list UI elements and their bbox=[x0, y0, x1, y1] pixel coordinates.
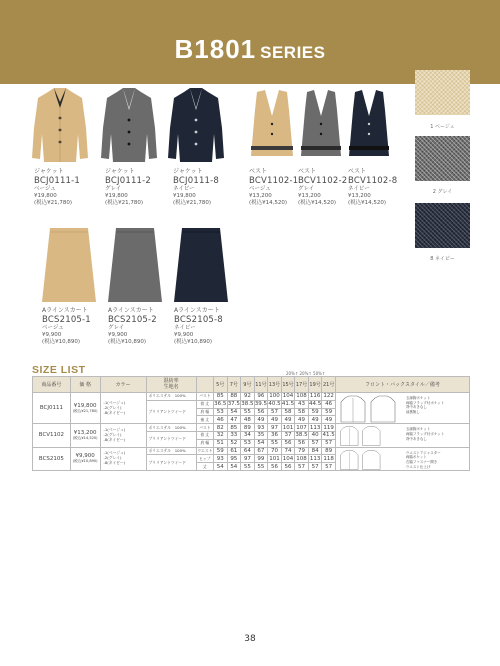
product-kind: Aラインスカート bbox=[174, 307, 220, 314]
size-value: 93 bbox=[254, 424, 268, 432]
front-back-cell bbox=[335, 393, 469, 424]
jacket-gray-photo bbox=[98, 88, 160, 166]
color-option: -1(ベージュ) bbox=[103, 427, 126, 432]
notes bbox=[406, 451, 441, 470]
size-value: 57 bbox=[295, 463, 309, 471]
measure-label: ヒップ bbox=[196, 455, 213, 463]
notes bbox=[406, 427, 444, 441]
product-label bbox=[174, 307, 223, 346]
size-value: 119 bbox=[323, 424, 334, 431]
product-color: ベージュ bbox=[42, 325, 64, 332]
product-price-tax: (税込¥21,780) bbox=[34, 199, 73, 206]
size-value: 54 bbox=[227, 463, 241, 471]
material-cell: ポリエステル 100% bbox=[146, 393, 196, 401]
size-value: 113 bbox=[309, 424, 321, 431]
product-price: ¥9,900 bbox=[174, 332, 194, 338]
header-material: 混紡率 生地名 bbox=[146, 377, 196, 393]
swatch-label: 1 ベージュ bbox=[430, 124, 455, 130]
material-cell: ブリリアントツイード bbox=[146, 400, 196, 423]
size-value: 56 bbox=[254, 408, 268, 416]
size-value: 40 bbox=[308, 431, 322, 439]
product-code: BCJ0111-8 bbox=[173, 175, 220, 186]
note-line: 両脇フラップ付ポケット bbox=[405, 400, 445, 405]
skirt-beige-photo bbox=[40, 228, 98, 304]
size-value: 57 bbox=[322, 439, 336, 447]
size-value: 56 bbox=[281, 463, 295, 471]
product-code: BCS2105-1 bbox=[42, 314, 91, 325]
size-value: 58 bbox=[281, 408, 295, 416]
measure-label: バスト bbox=[196, 393, 213, 401]
product-color: ネイビー bbox=[174, 325, 196, 332]
note-line: 右脇ファスナー開き bbox=[405, 460, 438, 465]
size-value: 49 bbox=[281, 416, 295, 424]
size-value: 61 bbox=[227, 447, 241, 455]
series-name: B1801 bbox=[174, 34, 257, 64]
color-option: -2(グレイ) bbox=[103, 431, 122, 437]
color-option: -8(ネイビー) bbox=[103, 460, 126, 466]
size-value: 58 bbox=[295, 408, 309, 416]
size-value: 104 bbox=[282, 393, 294, 400]
size-value: 41.5 bbox=[281, 401, 295, 408]
header-code: 商品番号 bbox=[33, 377, 71, 393]
product-price-tax: (税込¥14,520) bbox=[348, 199, 387, 206]
product-price-tax: (税込¥21,780) bbox=[105, 199, 144, 206]
color-option: -1(ベージュ) bbox=[103, 399, 126, 405]
header-color: カラー bbox=[100, 377, 146, 393]
product-color: グレイ bbox=[105, 186, 122, 193]
size-value: 35 bbox=[254, 431, 268, 439]
price: ¥19,800 bbox=[73, 402, 97, 409]
size-value: 53 bbox=[214, 408, 228, 416]
note-line: 玉縁胸ポケット bbox=[405, 427, 431, 432]
product-kind: ベスト bbox=[298, 168, 317, 175]
product-price: ¥19,800 bbox=[34, 193, 57, 199]
color-option: -8(ネイビー) bbox=[103, 409, 126, 415]
size-value: 92 bbox=[241, 393, 255, 401]
product-label bbox=[348, 168, 397, 207]
size-value: 56 bbox=[295, 439, 309, 447]
product-code: BCJ0111-2 bbox=[105, 175, 152, 186]
size-value: 55 bbox=[241, 463, 255, 471]
note-line: ウエスト仕上げ bbox=[405, 464, 431, 469]
size-value: 32 bbox=[214, 431, 228, 439]
product-label bbox=[42, 307, 91, 346]
product-price: ¥13,200 bbox=[298, 193, 321, 199]
size-value: 79 bbox=[295, 447, 309, 455]
size-value: 64 bbox=[241, 447, 255, 455]
product-code: BCV1102-2 bbox=[298, 175, 348, 186]
size-table bbox=[32, 376, 470, 471]
table-header-row bbox=[33, 377, 470, 393]
size-value: 97 bbox=[241, 455, 255, 463]
swatch-navy bbox=[415, 203, 470, 248]
header-price: 価 格 bbox=[70, 377, 100, 393]
vest-navy-photo bbox=[347, 90, 391, 162]
product-color: ベージュ bbox=[34, 186, 56, 193]
size-value: 38.5 bbox=[241, 401, 254, 408]
jacket-beige-photo bbox=[30, 88, 90, 166]
notes bbox=[406, 396, 444, 415]
size-value: 88 bbox=[227, 393, 241, 401]
vest-gray-photo bbox=[299, 90, 343, 162]
product-color: ネイビー bbox=[348, 186, 370, 193]
swatch-label: 2 グレイ bbox=[432, 189, 453, 195]
header-size: 5号 bbox=[214, 377, 228, 393]
size-value: 37 bbox=[281, 431, 295, 439]
note-line: ウエストアジャスター bbox=[405, 450, 441, 455]
size-value: 46 bbox=[322, 400, 336, 408]
measure-label: ウエスト bbox=[197, 447, 213, 453]
size-value: 57 bbox=[322, 463, 336, 471]
product-label bbox=[249, 168, 298, 207]
size-value: 85 bbox=[227, 424, 241, 432]
material-cell: ポリエステル 100% bbox=[146, 447, 196, 455]
size-value: 57 bbox=[308, 439, 322, 447]
size-value: 59 bbox=[322, 408, 336, 416]
price-tax: (税込¥14,520) bbox=[72, 435, 98, 440]
size-value: 108 bbox=[296, 393, 307, 400]
size-value: 49 bbox=[308, 416, 322, 424]
size-value: 84 bbox=[308, 447, 322, 455]
header-front-back: フロント・バックスタイル／備考 bbox=[335, 377, 469, 393]
product-label bbox=[108, 307, 157, 346]
page-title bbox=[0, 34, 500, 65]
size-value: 55 bbox=[241, 408, 255, 416]
jacket-navy-photo bbox=[165, 88, 227, 166]
product-price-tax: (税込¥14,520) bbox=[249, 199, 288, 206]
size-value: 36 bbox=[268, 431, 282, 439]
size-value: 43 bbox=[295, 400, 309, 408]
note-line: 玉縁胸ポケット bbox=[405, 396, 431, 400]
garment-sketch-icon bbox=[339, 394, 401, 424]
header-size: 15号 bbox=[281, 377, 295, 393]
size-value: 99 bbox=[254, 455, 268, 463]
size-value: 44.5 bbox=[308, 401, 322, 408]
product-code: BCV1102-8 bbox=[348, 175, 398, 186]
product-price-tax: (税込¥14,520) bbox=[298, 199, 337, 206]
note-line: 袖裏無し bbox=[405, 410, 420, 415]
size-value: 38.5 bbox=[295, 432, 308, 439]
size-value: 33 bbox=[227, 431, 241, 439]
price: ¥9,900 bbox=[75, 453, 95, 460]
note-line: 両脇フラップ付ポケット bbox=[405, 431, 445, 436]
measure-label: 着 丈 bbox=[196, 400, 213, 408]
color-option: -2(グレイ) bbox=[103, 404, 122, 410]
product-kind: ジャケット bbox=[105, 168, 135, 175]
product-price: ¥9,900 bbox=[42, 332, 62, 338]
note-line: 背中あきなし bbox=[405, 436, 427, 441]
price-tax: (税込¥21,780) bbox=[72, 408, 98, 413]
header-measure bbox=[196, 377, 213, 393]
size-value: 101 bbox=[269, 455, 280, 462]
size-value: 55 bbox=[254, 463, 268, 471]
measure-label: 肩 幅 bbox=[196, 439, 213, 447]
product-price: ¥19,800 bbox=[105, 193, 128, 199]
product-color: ネイビー bbox=[173, 186, 195, 193]
product-kind: ベスト bbox=[348, 168, 367, 175]
size-value: 53 bbox=[241, 439, 255, 447]
measure-label: 丈 bbox=[196, 463, 213, 471]
front-back-cell bbox=[335, 447, 469, 470]
size-value: 56 bbox=[281, 439, 295, 447]
color-cell bbox=[100, 393, 146, 424]
size-value: 36.5 bbox=[214, 401, 227, 408]
product-color: グレイ bbox=[298, 186, 315, 193]
header-size: 17号 bbox=[295, 377, 309, 393]
product-code: BCS2105-8 bbox=[174, 314, 223, 325]
product-price-tax: (税込¥21,780) bbox=[173, 199, 212, 206]
size-value: 89 bbox=[322, 447, 336, 455]
material-cell: ブリリアントツイード bbox=[146, 455, 196, 471]
product-price-tax: (税込¥10,890) bbox=[174, 338, 213, 345]
product-price: ¥9,900 bbox=[108, 332, 128, 338]
series-suffix: SERIES bbox=[260, 43, 326, 62]
product-code: BCS2105-2 bbox=[108, 314, 157, 325]
skirt-navy-photo bbox=[172, 228, 230, 304]
size-value: 107 bbox=[296, 424, 307, 431]
skirt-gray-photo bbox=[106, 228, 164, 304]
price: ¥13,200 bbox=[73, 429, 97, 436]
page-number: 38 bbox=[244, 634, 256, 644]
product-label bbox=[173, 168, 219, 207]
size-value: 39.5 bbox=[254, 401, 268, 408]
product-price-tax: (税込¥10,890) bbox=[108, 338, 147, 345]
price-tax: (税込¥10,890) bbox=[72, 459, 98, 464]
measure-label: 袖 丈 bbox=[196, 416, 213, 424]
size-value: 122 bbox=[323, 393, 334, 400]
color-cell bbox=[100, 424, 146, 447]
size-value: 96 bbox=[254, 393, 268, 401]
swatch-beige bbox=[415, 70, 470, 115]
size-value: 49 bbox=[322, 416, 336, 424]
size-value: 49 bbox=[268, 416, 282, 424]
size-value: 89 bbox=[241, 424, 255, 432]
size-value: 70 bbox=[268, 447, 282, 455]
header-size: 7号 bbox=[227, 377, 241, 393]
size-value: 54 bbox=[214, 463, 228, 471]
product-price-tax: (税込¥10,890) bbox=[42, 338, 81, 345]
size-value: 57 bbox=[308, 463, 322, 471]
size-value: 82 bbox=[214, 424, 228, 432]
garment-sketch-icon bbox=[339, 449, 401, 471]
size-value: 104 bbox=[282, 455, 294, 462]
material-cell: ブリリアントツイード bbox=[146, 431, 196, 447]
measure-label: バスト bbox=[196, 424, 213, 432]
size-value: 100 bbox=[269, 393, 280, 400]
table-row bbox=[33, 447, 470, 455]
size-value: 34 bbox=[241, 431, 255, 439]
product-kind: Aラインスカート bbox=[42, 307, 88, 314]
price-cell bbox=[70, 424, 100, 447]
measure-label: 肩 幅 bbox=[196, 408, 213, 416]
size-value: 113 bbox=[309, 455, 321, 462]
size-value: 59 bbox=[214, 447, 228, 455]
size-value: 48 bbox=[241, 416, 255, 424]
price-cell bbox=[70, 393, 100, 424]
header-size: 13号 bbox=[268, 377, 282, 393]
material-cell: ポリエステル 100% bbox=[146, 424, 196, 432]
size-value: 49 bbox=[254, 416, 268, 424]
size-list-note: 20%↑ 20%↑ 50%↑ bbox=[286, 371, 326, 376]
product-color: グレイ bbox=[108, 325, 125, 332]
product-label bbox=[34, 168, 80, 207]
size-value: 95 bbox=[227, 455, 241, 463]
size-value: 118 bbox=[323, 455, 334, 462]
color-option: -1(ベージュ) bbox=[103, 450, 126, 456]
size-value: 55 bbox=[268, 439, 282, 447]
product-code: BCV1102-1 bbox=[249, 175, 299, 186]
size-value: 67 bbox=[254, 447, 268, 455]
note-line: 両脇ポケット bbox=[405, 455, 427, 460]
product-code: BCJ0111-1 bbox=[34, 175, 81, 186]
price-cell bbox=[70, 447, 100, 470]
product-color: ベージュ bbox=[249, 186, 271, 193]
size-value: 56 bbox=[268, 463, 282, 471]
size-value: 116 bbox=[309, 393, 321, 400]
size-value: 97 bbox=[268, 424, 282, 432]
product-kind: ジャケット bbox=[173, 168, 203, 175]
size-list-title: SIZE LIST bbox=[32, 364, 86, 376]
size-value: 47 bbox=[227, 416, 241, 424]
size-value: 101 bbox=[282, 424, 294, 431]
size-value: 93 bbox=[214, 455, 228, 463]
header-size: 9号 bbox=[241, 377, 255, 393]
product-price: ¥19,800 bbox=[173, 193, 196, 199]
product-code-cell: BCJ0111 bbox=[33, 393, 71, 424]
header-size: 11号 bbox=[254, 377, 268, 393]
size-value: 37.5 bbox=[227, 401, 240, 408]
product-kind: ジャケット bbox=[34, 168, 64, 175]
swatch-label: 8 ネイビー bbox=[430, 256, 455, 262]
color-cell bbox=[100, 447, 146, 470]
size-value: 57 bbox=[268, 408, 282, 416]
size-value: 59 bbox=[308, 408, 322, 416]
size-value: 46 bbox=[214, 416, 228, 424]
product-code-cell: BCV1102 bbox=[33, 424, 71, 447]
size-value: 40.5 bbox=[268, 401, 281, 408]
header-size: 21号 bbox=[322, 377, 336, 393]
product-label bbox=[298, 168, 347, 207]
garment-sketch-icon bbox=[339, 425, 401, 447]
size-value: 74 bbox=[281, 447, 295, 455]
header-size: 19号 bbox=[308, 377, 322, 393]
product-price: ¥13,200 bbox=[249, 193, 272, 199]
size-value: 54 bbox=[227, 408, 241, 416]
measure-label: 着 丈 bbox=[196, 431, 213, 439]
table-row bbox=[33, 424, 470, 432]
color-option: -2(グレイ) bbox=[103, 455, 122, 461]
product-label bbox=[105, 168, 151, 207]
color-option: -8(ネイビー) bbox=[103, 436, 126, 442]
table-row bbox=[33, 393, 470, 401]
size-value: 108 bbox=[296, 455, 307, 462]
swatch-gray bbox=[415, 136, 470, 181]
size-value: 85 bbox=[214, 393, 228, 401]
size-value: 49 bbox=[295, 416, 309, 424]
size-value: 54 bbox=[254, 439, 268, 447]
size-value: 52 bbox=[227, 439, 241, 447]
product-code-cell: BCS2105 bbox=[33, 447, 71, 470]
size-value: 41.5 bbox=[322, 432, 335, 439]
size-value: 51 bbox=[214, 439, 228, 447]
product-kind: Aラインスカート bbox=[108, 307, 154, 314]
product-price: ¥13,200 bbox=[348, 193, 371, 199]
product-kind: ベスト bbox=[249, 168, 268, 175]
note-line: 背中あきなし bbox=[405, 405, 427, 410]
vest-beige-photo bbox=[249, 90, 295, 162]
front-back-cell bbox=[335, 424, 469, 447]
